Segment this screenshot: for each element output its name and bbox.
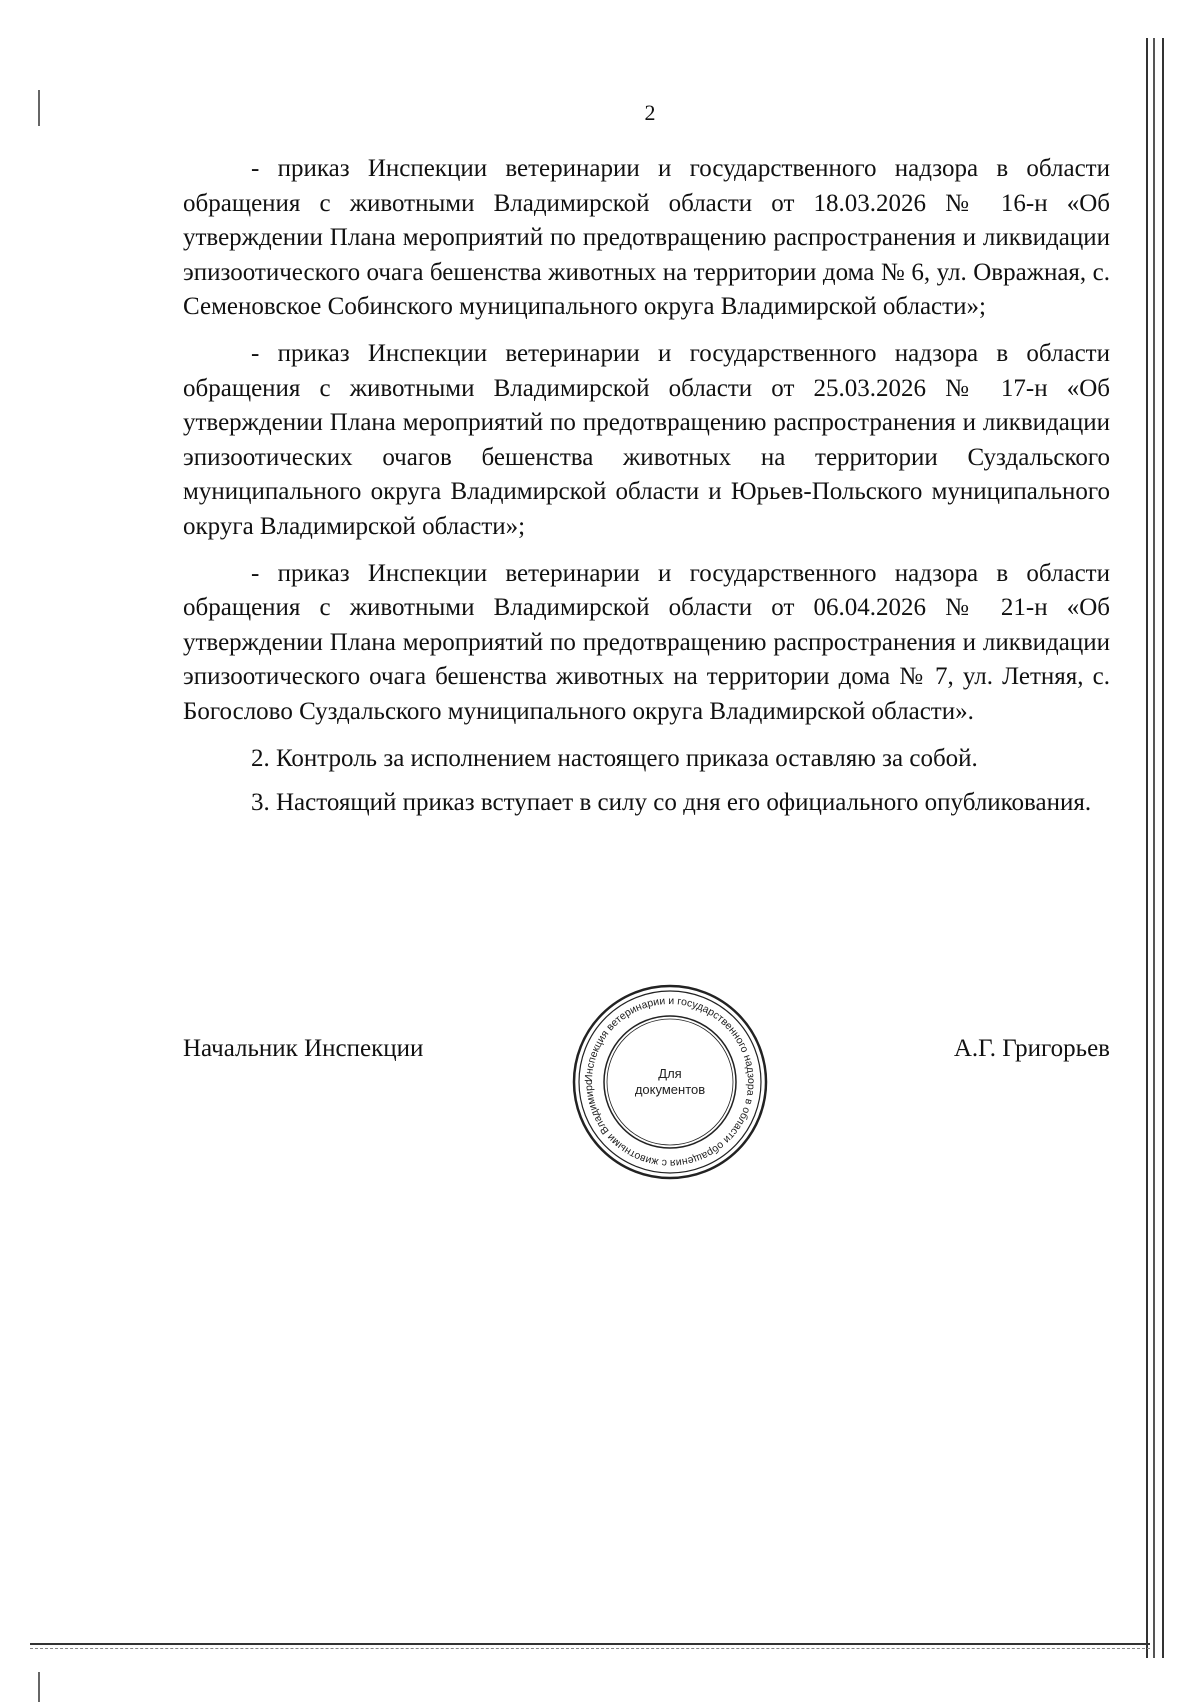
seal-ring-text: Инспекция ветеринарии и государственного надзора в области обращения с животными Владимирс [582,994,758,1170]
page-number: 2 [644,100,656,125]
effective-date-clause: 3. Настоящий приказ вступает в силу со дня его официального опубликования. [251,789,1092,817]
bottom-scan-line [30,1643,1150,1645]
bottom-scan-line-dashed [30,1648,1150,1649]
control-clause: 2. Контроль за исполнением настоящего приказа оставляю за собой. [251,744,978,772]
binding-edge-lines [1146,38,1164,1658]
document-body [183,152,1110,833]
signatory-position: Начальник Инспекции [183,1035,424,1062]
order-reference-1: - приказ Инспекции ветеринарии и государственного надзора в области обращения с животными Владимирской области от 18.03.2026 № 16-н «Об утверждении Плана мероприятий по предотвращению распространения и ликвидации эпизоотического очага бешенства животных на территории дома № 6, ул. Овражная, с. Семеновское Собинского муниципального округа Владимирской области»; [183,155,1110,321]
seal-center-line1: Для [658,1066,682,1081]
order-reference-2: - приказ Инспекции ветеринарии и государственного надзора в области обращения с животными Владимирской области от 25.03.2026 № 17-н «Об утверждении Плана мероприятий по предотвращению распространения и ликвидации эпизоотических очагов бешенства животных на территории Суздальского муниципального округа Владимирской области и Юрьев-Польского муниципального округа Владимирской области»; [183,339,1110,540]
scan-mark-left-top [38,90,40,126]
seal-center [570,982,770,1182]
scan-mark-left-bottom [38,1672,40,1702]
order-reference-3: - приказ Инспекции ветеринарии и государственного надзора в области обращения с животными Владимирской области от 06.04.2026 № 21-н «Об утверждении Плана мероприятий по предотвращению распространения и ликвидации эпизоотического очага бешенства животных на территории дома № 7, ул. Летняя, с. Богослово Суздальского муниципального округа Владимирской области». [183,559,1110,725]
official-seal [570,982,770,1182]
signatory-name: А.Г. Григорьев [953,1035,1110,1062]
seal-center-line2: документов [634,1082,706,1097]
